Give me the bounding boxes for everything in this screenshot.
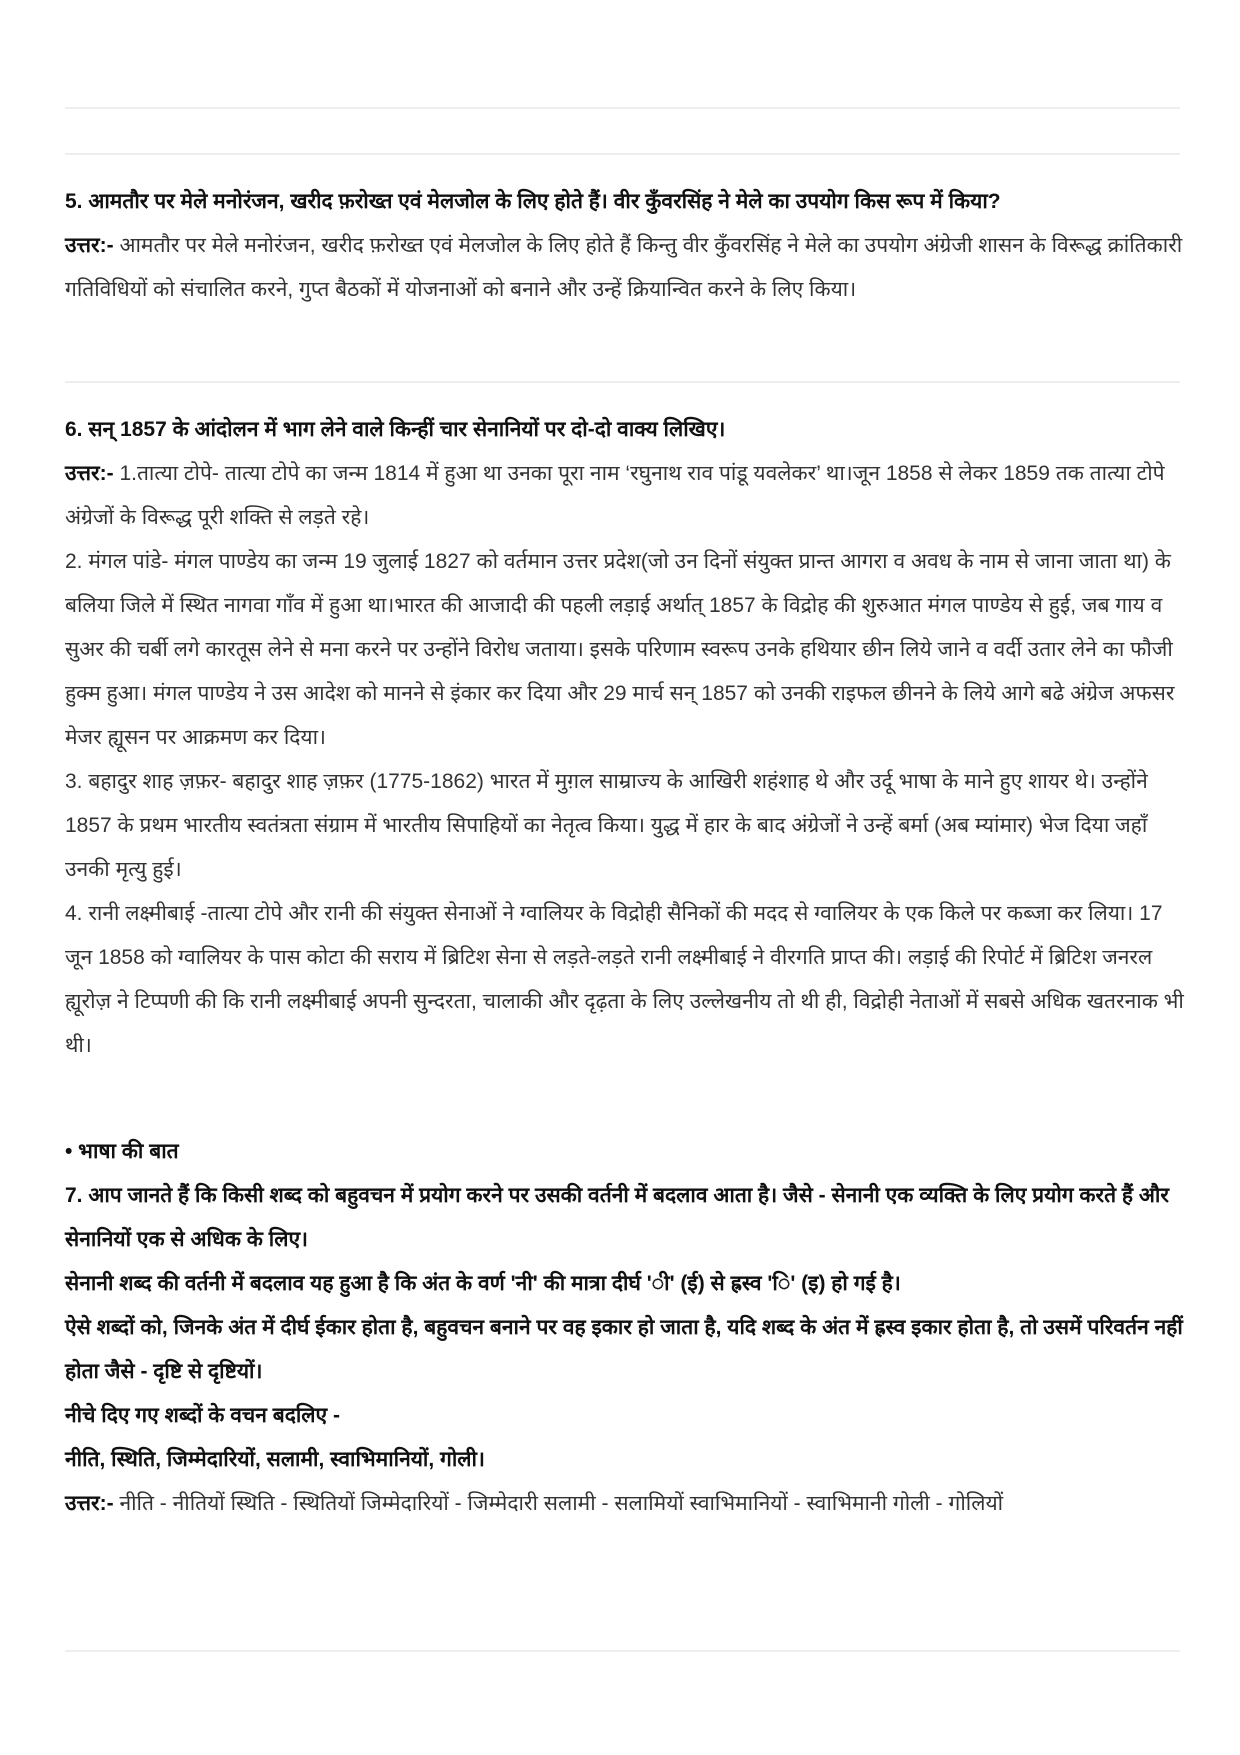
answer-label: उत्तर:- (65, 234, 114, 257)
answer-7 (65, 1482, 1185, 1526)
answer-7-text: नीति - नीतियों स्थिति - स्थितियों जिम्मेदारियों - जिम्मेदारी सलामी - सलामियों स्वाभिमानियों - स्वाभिमानी गोली - गोलियों (119, 1492, 1004, 1515)
question-6: 6. सन् 1857 के आंदोलन में भाग लेने वाले किन्हीं चार सेनानियों पर दो-दो वाक्य लिखिए। (65, 418, 726, 441)
section-heading: • भाषा की बात (65, 1140, 179, 1163)
answer-6-item: 2. मंगल पांडे- मंगल पाण्डेय का जन्म 19 जुलाई 1827 को वर्तमान उत्तर प्रदेश(जो उन दिनों संयुक्त प्रान्त आगरा व अवध के नाम से जाना जाता था) के बलिया जिले में स्थित नागवा गाँव में हुआ था।भारत की आजादी की पहली लड़ाई अर्थात् 1857 के विद्रोह की शुरुआत मंगल पाण्डेय से हुई, जब गाय व सुअर की चर्बी लगे कारतूस लेने से मना करने पर उन्होंने विरोध जताया। इसके परिणाम स्वरूप उनके हथियार छीन लिये जाने व वर्दी उतार लेने का फौजी हुक्म हुआ। मंगल पाण्डेय ने उस आदेश को मानने से इंकार कर दिया और 29 मार्च सन् 1857 को उनकी राइफल छीनने के लिये आगे बढे अंग्रेज अफसर मेजर ह्यूसन पर आक्रमण कर दिया। (65, 550, 1175, 749)
divider (65, 381, 1180, 383)
answer-6-item (65, 452, 1185, 540)
divider (65, 1650, 1180, 1652)
divider (65, 153, 1180, 155)
question-5: 5. आमतौर पर मेले मनोरंजन, खरीद फ़रोख्त एवं मेलजोल के लिए होते हैं। वीर कुँवरसिंह ने मेले का उपयोग किस रूप में किया? (65, 190, 1001, 213)
answer-6-item: 3. बहादुर शाह ज़फ़र- बहादुर शाह ज़फ़र (1775-1862) भारत में मुग़ल साम्राज्य के आखिरी शहंशाह थे और उर्दू भाषा के माने हुए शायर थे। उन्होंने 1857 के प्रथम भारतीय स्वतंत्रता संग्राम में भारतीय सिपाहियों का नेतृत्व किया। युद्ध में हार के बाद अंग्रेजों ने उन्हें बर्मा (अब म्यांमार) भेज दिया जहाँ उनकी मृत्यु हुई। (65, 770, 1148, 881)
answer-label: उत्तर:- (65, 1492, 114, 1515)
question-5-block (65, 180, 1185, 312)
answer-6-text: 1.तात्या टोपे- तात्या टोपे का जन्म 1814 में हुआ था उनका पूरा नाम ‘रघुनाथ राव पांडू यवलेकर’ था।जून 1858 से लेकर 1859 तक तात्या टोपे अंग्रेजों के विरूद्ध पूरी शक्ति से लड़ते रहे। (65, 462, 1165, 529)
question-7-block (65, 1130, 1185, 1526)
answer-5-text: आमतौर पर मेले मनोरंजन, खरीद फ़रोख्त एवं मेलजोल के लिए होते हैं किन्तु वीर कुँवरसिंह ने मेले का उपयोग अंग्रेजी शासन के विरूद्ध क्रांतिकारी गतिविधियों को संचालित करने, गुप्त बैठकों में योजनाओं को बनाने और उन्हें क्रियान्वित करने के लिए किया। (65, 234, 1183, 301)
question-7-line: ऐसे शब्दों को, जिनके अंत में दीर्घ ईकार होता है, बहुवचन बनाने पर वह इकार हो जाता है, यदि शब्द के अंत में ह्रस्व इकार होता है, तो उसमें परिवर्तन नहीं होता जैसे - दृष्टि से दृष्टियों। (65, 1316, 1183, 1383)
question-6-block (65, 408, 1185, 1068)
answer-6-item: 4. रानी लक्ष्मीबाई -तात्या टोपे और रानी की संयुक्त सेनाओं ने ग्वालियर के विद्रोही सैनिकों की मदद से ग्वालियर के एक किले पर कब्जा कर लिया। 17 जून 1858 को ग्वालियर के पास कोटा की सराय में ब्रिटिश सेना से लड़ते-लड़ते रानी लक्ष्मीबाई ने वीरगति प्राप्त की। लड़ाई की रिपोर्ट में ब्रिटिश जनरल ह्यूरोज़ ने टिप्पणी की कि रानी लक्ष्मीबाई अपनी सुन्दरता, चालाकी और दृढ़ता के लिए उल्लेखनीय तो थी ही, विद्रोही नेताओं में सबसे अधिक खतरनाक भी थी। (65, 902, 1184, 1057)
question-7-line: नीति, स्थिति, जिम्मेदारियों, सलामी, स्वाभिमानियों, गोली। (65, 1448, 485, 1471)
question-7-line: सेनानी शब्द की वर्तनी में बदलाव यह हुआ है कि अंत के वर्ण 'नी' की मात्रा दीर्घ '◌ी' (ई) से ह्रस्व '◌ि' (इ) हो गई है। (65, 1272, 901, 1295)
answer-label: उत्तर:- (65, 462, 114, 485)
question-7-line: 7. आप जानते हैं कि किसी शब्द को बहुवचन में प्रयोग करने पर उसकी वर्तनी में बदलाव आता है। जैसे - सेनानी एक व्यक्ति के लिए प्रयोग करते हैं और सेनानियों एक से अधिक के लिए। (65, 1184, 1169, 1251)
answer-5 (65, 224, 1185, 312)
question-7-line: नीचे दिए गए शब्दों के वचन बदलिए - (65, 1404, 340, 1427)
divider (65, 107, 1180, 109)
